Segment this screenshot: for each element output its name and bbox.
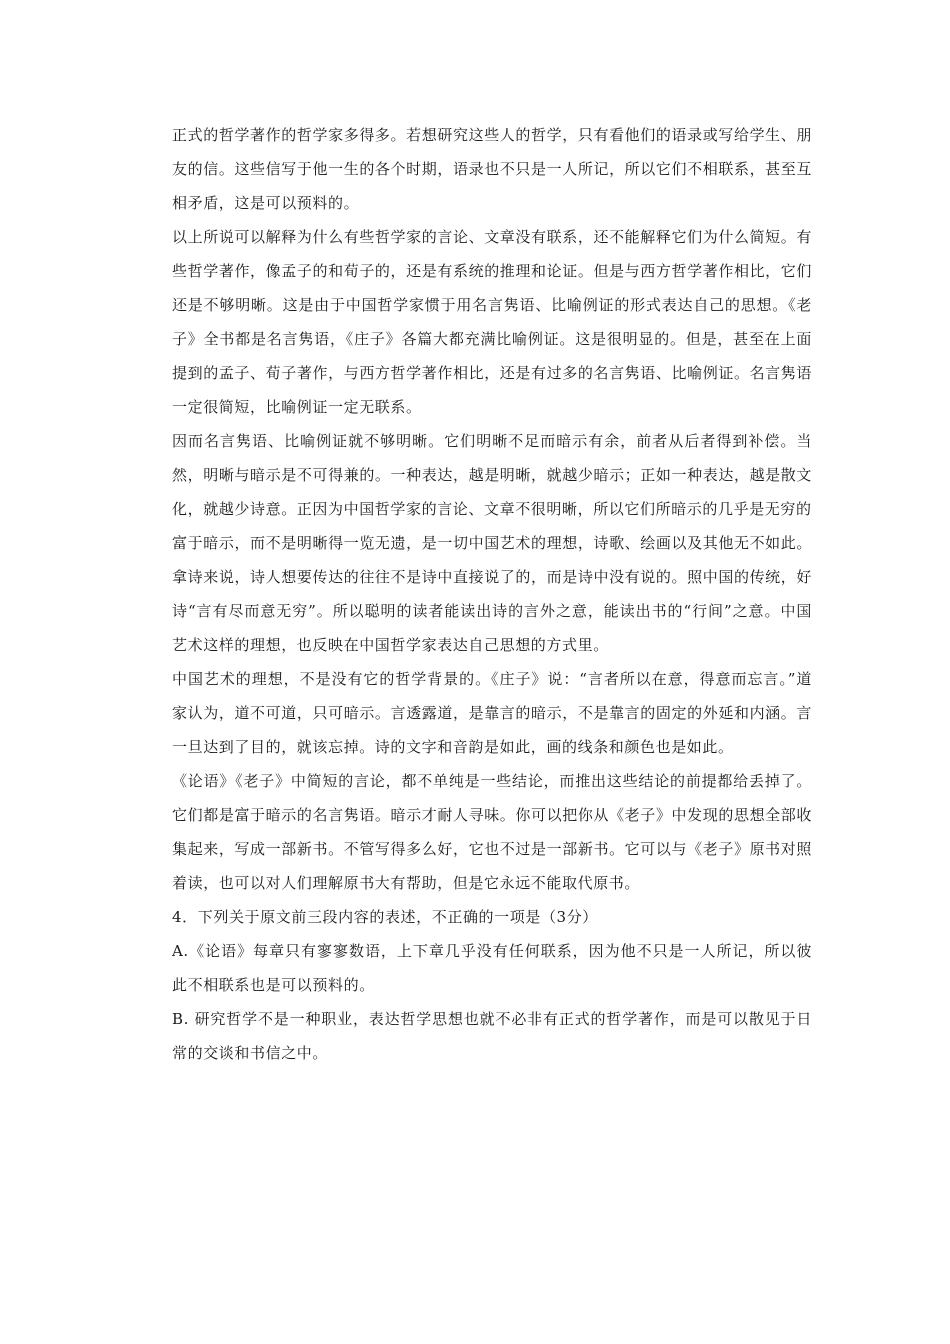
question-4-option-b: B. 研究哲学不是一种职业，表达哲学思想也就不必非有正式的哲学著作，而是可以散见于日常的交谈和书信之中。: [172, 1010, 812, 1062]
question-4-stem: 4．下列关于原文前三段内容的表述，不正确的一项是（3分）: [172, 908, 598, 926]
paragraph-3: 因而名言隽语、比喻例证就不够明晰。它们明晰不足而暗示有余，前者从后者得到补偿。当然，明晰与暗示是不可得兼的。一种表达，越是明晰，就越少暗示；正如一种表达，越是散文化，就越少诗意。正因为中国哲学家的言论、文章不很明晰，所以它们所暗示的几乎是无穷的: [172, 432, 812, 518]
paragraph-5: 中国艺术的理想，不是没有它的哲学背景的。《庄子》说：“言者所以在意，得意而忘言。”道家认为，道不可道，只可暗示。言透露道，是靠言的暗示，不是靠言的固定的外延和内涵。言一旦达到了目的，就该忘掉。诗的文字和音韵是如此，画的线条和颜色也是如此。: [172, 670, 812, 756]
paragraph-6: 《论语》《老子》中简短的言论，都不单纯是一些结论，而推出这些结论的前提都给丢掉了。它们都是富于暗示的名言隽语。暗示才耐人寻味。你可以把你从《老子》中发现的思想全部收集起来，写成一部新书。不管写得多么好，它也不过是一部新书。它可以与《老子》原书对照着读，也可以对人们理解原书大有帮助，但是它永远不能取代原书。: [172, 772, 812, 892]
document-body: [172, 118, 812, 1070]
paragraph-4: 富于暗示，而不是明晰得一览无遗，是一切中国艺术的理想，诗歌、绘画以及其他无不如此。拿诗来说，诗人想要传达的往往不是诗中直接说了的，而是诗中没有说的。照中国的传统，好诗“言有尽而意无穷”。所以聪明的读者能读出诗的言外之意，能读出书的“行间”之意。中国艺术这样的理想，也反映在中国哲学家表达自己思想的方式里。: [172, 534, 812, 654]
paragraph-1: 正式的哲学著作的哲学家多得多。若想研究这些人的哲学，只有看他们的语录或写给学生、朋友的信。这些信写于他一生的各个时期，语录也不只是一人所记，所以它们不相联系，甚至互相矛盾，这是可以预料的。: [172, 126, 812, 212]
question-4-option-a: A.《论语》每章只有寥寥数语，上下章几乎没有任何联系，因为他不只是一人所记，所以彼此不相联系也是可以预料的。: [172, 942, 812, 994]
paragraph-2: 以上所说可以解释为什么有些哲学家的言论、文章没有联系，还不能解释它们为什么简短。有些哲学著作，像孟子的和荀子的，还是有系统的推理和论证。但是与西方哲学著作相比，它们还是不够明晰。这是由于中国哲学家惯于用名言隽语、比喻例证的形式表达自己的思想。《老子》全书都是名言隽语，《庄子》各篇大都充满比喻例证。这是很明显的。但是，甚至在上面提到的孟子、荀子著作，与西方哲学著作相比，还是有过多的名言隽语、比喻例证。名言隽语一定很简短，比喻例证一定无联系。: [172, 228, 812, 416]
